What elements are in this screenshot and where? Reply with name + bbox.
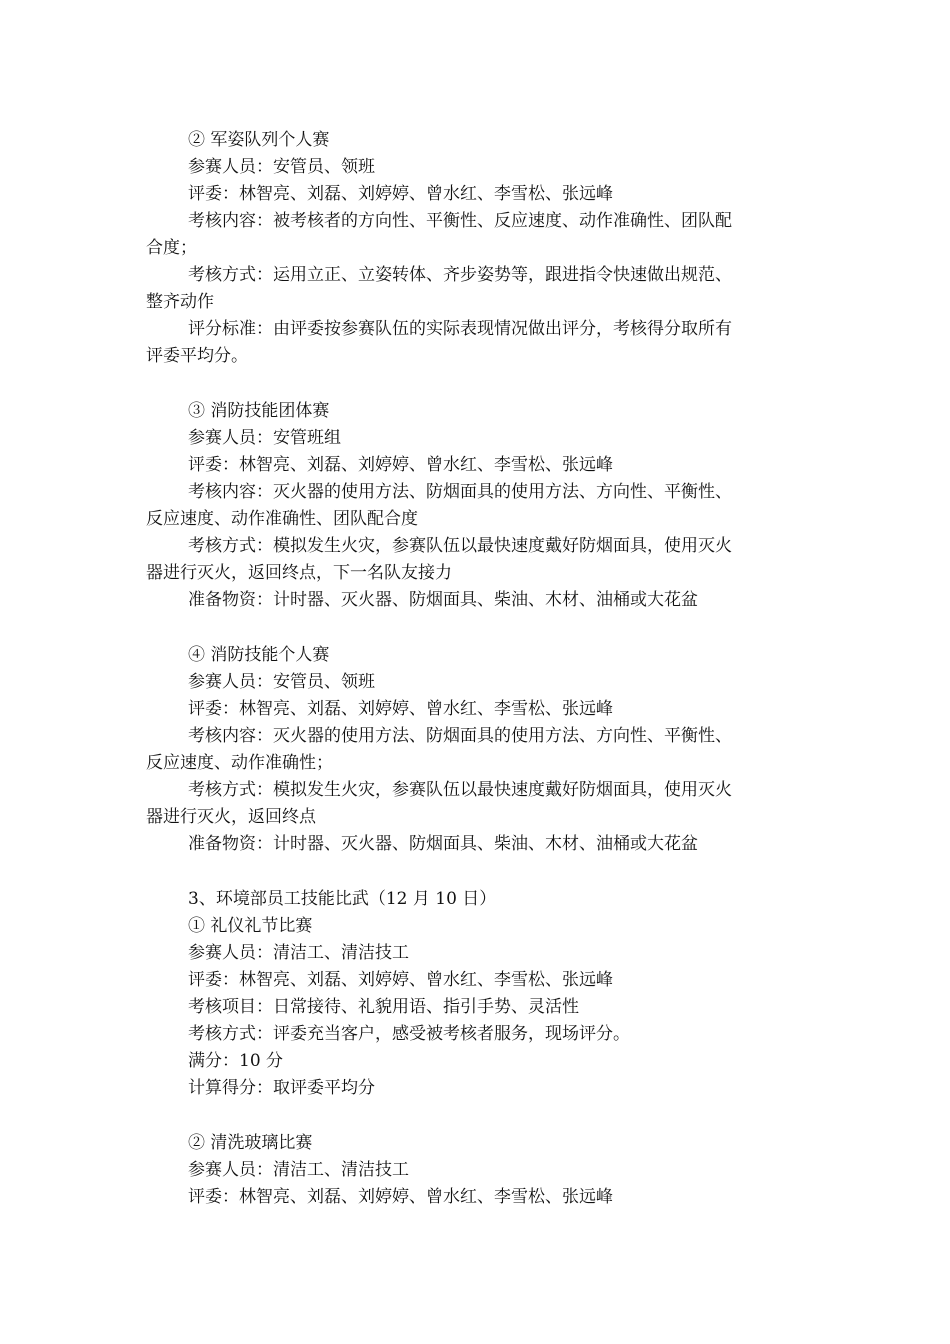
materials-line: 准备物资：计时器、灭火器、防烟面具、柴油、木材、油桶或大花盆	[188, 590, 698, 610]
assessment-content-continued: 合度；	[146, 238, 197, 258]
assessment-items-line: 考核项目：日常接待、礼貌用语、指引手势、灵活性	[188, 997, 579, 1017]
section-heading-fire-team: ③ 消防技能团体赛	[188, 401, 330, 421]
assessment-method-line: 考核方式：模拟发生火灾，参赛队伍以最快速度戴好防烟面具，使用灭火	[188, 780, 732, 800]
assessment-method-line: 考核方式：评委充当客户，感受被考核者服务，现场评分。	[188, 1024, 630, 1044]
judges-line: 评委：林智亮、刘磊、刘婷婷、曾水红、李雪松、张远峰	[188, 699, 613, 719]
assessment-content-continued: 反应速度、动作准确性；	[146, 753, 333, 773]
assessment-content-line: 考核内容：灭火器的使用方法、防烟面具的使用方法、方向性、平衡性、	[188, 482, 732, 502]
participants-line: 参赛人员：安管班组	[188, 428, 341, 448]
assessment-method-continued: 器进行灭火，返回终点	[146, 807, 316, 827]
assessment-content-line: 考核内容：被考核者的方向性、平衡性、反应速度、动作准确性、团队配	[188, 211, 732, 231]
section-heading-environment: 3、环境部员工技能比武（12 月 10 日）	[188, 889, 497, 909]
assessment-method-line: 考核方式：运用立正、立姿转体、齐步姿势等，跟进指令快速做出规范、	[188, 265, 732, 285]
assessment-method-line: 考核方式：模拟发生火灾，参赛队伍以最快速度戴好防烟面具，使用灭火	[188, 536, 732, 556]
participants-line: 参赛人员：清洁工、清洁技工	[188, 943, 409, 963]
scoring-standard-line: 评分标准：由评委按参赛队伍的实际表现情况做出评分，考核得分取所有	[188, 319, 732, 339]
assessment-method-continued: 器进行灭火，返回终点，下一名队友接力	[146, 563, 452, 583]
score-calculation-line: 计算得分：取评委平均分	[188, 1078, 375, 1098]
section-heading-etiquette: ① 礼仪礼节比赛	[188, 916, 313, 936]
participants-line: 参赛人员：安管员、领班	[188, 157, 375, 177]
judges-line: 评委：林智亮、刘磊、刘婷婷、曾水红、李雪松、张远峰	[188, 455, 613, 475]
judges-line: 评委：林智亮、刘磊、刘婷婷、曾水红、李雪松、张远峰	[188, 970, 613, 990]
judges-line: 评委：林智亮、刘磊、刘婷婷、曾水红、李雪松、张远峰	[188, 1187, 613, 1207]
assessment-method-continued: 整齐动作	[146, 292, 214, 312]
section-heading-glass-cleaning: ② 清洗玻璃比赛	[188, 1133, 313, 1153]
judges-line: 评委：林智亮、刘磊、刘婷婷、曾水红、李雪松、张远峰	[188, 184, 613, 204]
assessment-content-line: 考核内容：灭火器的使用方法、防烟面具的使用方法、方向性、平衡性、	[188, 726, 732, 746]
section-heading-military-individual: ② 军姿队列个人赛	[188, 130, 330, 150]
full-score-line: 满分：10 分	[188, 1051, 284, 1071]
materials-line: 准备物资：计时器、灭火器、防烟面具、柴油、木材、油桶或大花盆	[188, 834, 698, 854]
section-heading-fire-individual: ④ 消防技能个人赛	[188, 645, 330, 665]
scoring-standard-continued: 评委平均分。	[146, 346, 248, 366]
participants-line: 参赛人员：清洁工、清洁技工	[188, 1160, 409, 1180]
assessment-content-continued: 反应速度、动作准确性、团队配合度	[146, 509, 418, 529]
participants-line: 参赛人员：安管员、领班	[188, 672, 375, 692]
